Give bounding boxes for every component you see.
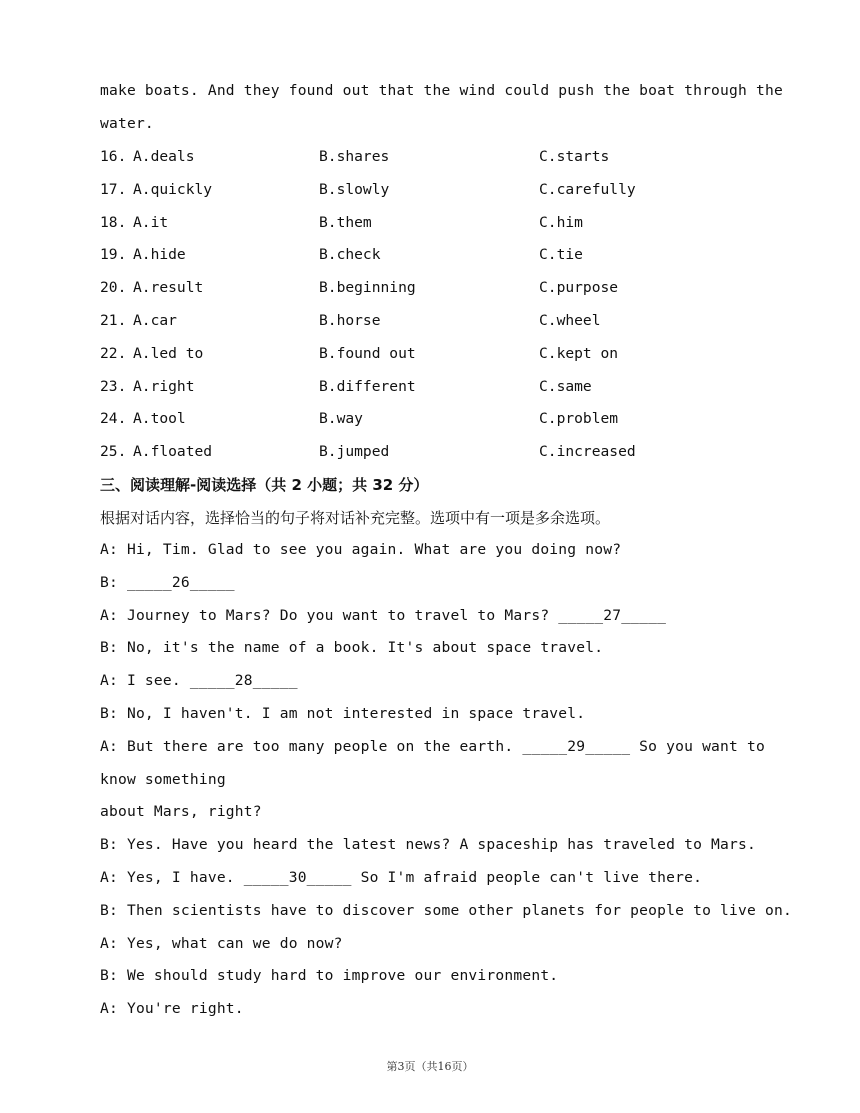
option-b: B.shares <box>319 148 390 165</box>
option-b: B.found out <box>319 344 416 362</box>
option-a: A.car <box>133 312 177 329</box>
dialogue-line: know something <box>100 770 226 788</box>
option-a: A.hide <box>133 246 186 264</box>
dialogue-line: A: Yes, I have. _____30_____ So I'm afraid people can't live there. <box>100 869 703 886</box>
section-heading: 三、阅读理解-阅读选择（共 2 小题；共 32 分） <box>100 476 429 494</box>
option-a: A.it <box>133 213 169 231</box>
question-number: 21. <box>100 312 127 329</box>
question-number: 19. <box>100 246 127 264</box>
option-a: A.floated <box>133 443 213 461</box>
dialogue-line: B: _____26_____ <box>100 573 235 591</box>
option-c: C.kept on <box>539 344 619 362</box>
dialogue-line: A: Hi, Tim. Glad to see you again. What are you doing now? <box>100 541 622 558</box>
option-b: B.them <box>319 213 372 231</box>
option-c: C.same <box>539 377 592 395</box>
option-a: A.quickly <box>133 180 213 198</box>
option-b: B.way <box>319 410 363 428</box>
dialogue-line: A: I see. _____28_____ <box>100 672 298 690</box>
option-c: C.wheel <box>539 312 601 329</box>
option-c: C.him <box>539 213 583 231</box>
option-b: B.check <box>319 246 381 264</box>
question-number: 23. <box>100 377 127 395</box>
dialogue-line: A: Yes, what can we do now? <box>100 934 343 952</box>
dialogue-line: A: Journey to Mars? Do you want to travel to Mars? _____27_____ <box>100 606 667 624</box>
option-b: B.jumped <box>319 443 390 461</box>
option-c: C.starts <box>539 148 610 165</box>
dialogue-line: B: No, I haven't. I am not interested in space travel. <box>100 705 586 722</box>
dialogue-line: A: But there are too many people on the earth. _____29_____ So you want to <box>100 737 765 755</box>
option-a: A.right <box>133 377 195 395</box>
dialogue-line: B: No, it's the name of a book. It's about space travel. <box>100 639 604 657</box>
question-number: 24. <box>100 410 127 428</box>
section-instruction: 根据对话内容，选择恰当的句子将对话补充完整。选项中有一项是多余选项。 <box>100 509 611 527</box>
dialogue-line: B: Yes. Have you heard the latest news? A spaceship has traveled to Mars. <box>100 836 756 854</box>
option-b: B.beginning <box>319 279 416 297</box>
option-a: A.result <box>133 279 204 297</box>
dialogue-line: A: You're right. <box>100 1000 244 1018</box>
question-number: 17. <box>100 180 127 198</box>
option-a: A.deals <box>133 148 195 165</box>
option-c: C.carefully <box>539 180 636 198</box>
question-number: 16. <box>100 148 127 165</box>
option-c: C.increased <box>539 443 636 461</box>
question-number: 20. <box>100 279 127 297</box>
option-c: C.problem <box>539 410 619 428</box>
question-number: 25. <box>100 443 127 461</box>
option-b: B.horse <box>319 312 381 329</box>
dialogue-line: about Mars, right? <box>100 803 262 821</box>
passage-line: make boats. And they found out that the wind could push the boat through the <box>100 82 783 99</box>
option-b: B.slowly <box>319 180 390 198</box>
option-a: A.led to <box>133 344 204 362</box>
dialogue-line: B: Then scientists have to discover some other planets for people to live on. <box>100 901 792 919</box>
option-c: C.purpose <box>539 279 619 297</box>
dialogue-line: B: We should study hard to improve our environment. <box>100 967 559 985</box>
page-footer: 第3页（共16页） <box>386 1060 474 1073</box>
passage-line: water. <box>100 115 154 132</box>
question-number: 18. <box>100 213 127 231</box>
question-number: 22. <box>100 344 127 362</box>
option-b: B.different <box>319 377 416 395</box>
option-c: C.tie <box>539 246 583 264</box>
option-a: A.tool <box>133 410 186 428</box>
